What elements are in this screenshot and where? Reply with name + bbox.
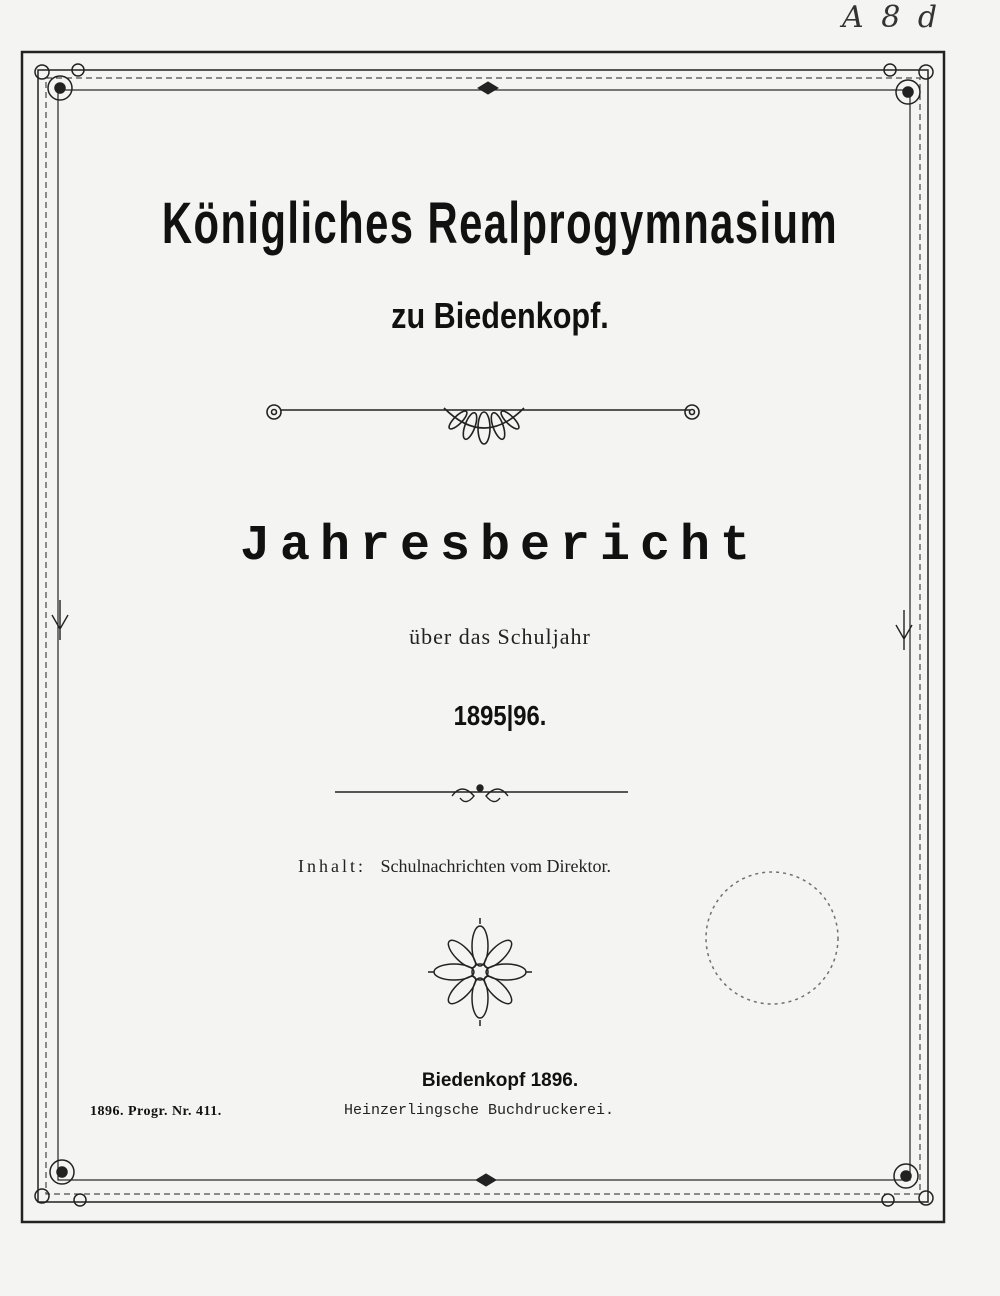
bottom-fleuron bbox=[476, 1174, 496, 1186]
top-fleuron bbox=[478, 82, 498, 94]
library-stamp bbox=[706, 872, 838, 1004]
contents-label: Inhalt: bbox=[298, 856, 366, 876]
printer-name: Heinzerlingsche Buchdruckerei. bbox=[344, 1102, 615, 1119]
report-title: Jahresbericht bbox=[239, 518, 761, 575]
corner-rosette-bottom-left bbox=[35, 1160, 86, 1206]
scroll-divider-ornament bbox=[267, 405, 699, 444]
handwritten-shelf-mark: A 8 d bbox=[842, 0, 942, 35]
contents-line bbox=[298, 856, 611, 877]
publication-place-year: Biedenkopf 1896. bbox=[421, 1070, 579, 1091]
swirl-divider bbox=[335, 785, 628, 802]
report-subtitle: über das Schuljahr bbox=[409, 624, 591, 649]
institution-title: Königliches Realprogymnasium bbox=[161, 191, 839, 256]
school-year: 1895|96. bbox=[453, 700, 547, 731]
corner-rosette-bottom-right bbox=[882, 1164, 933, 1206]
program-number: 1896. Progr. Nr. 411. bbox=[90, 1104, 222, 1119]
contents-text: Schulnachrichten vom Direktor. bbox=[380, 856, 611, 876]
institution-location: zu Biedenkopf. bbox=[391, 295, 609, 336]
flower-ornament bbox=[428, 918, 532, 1026]
